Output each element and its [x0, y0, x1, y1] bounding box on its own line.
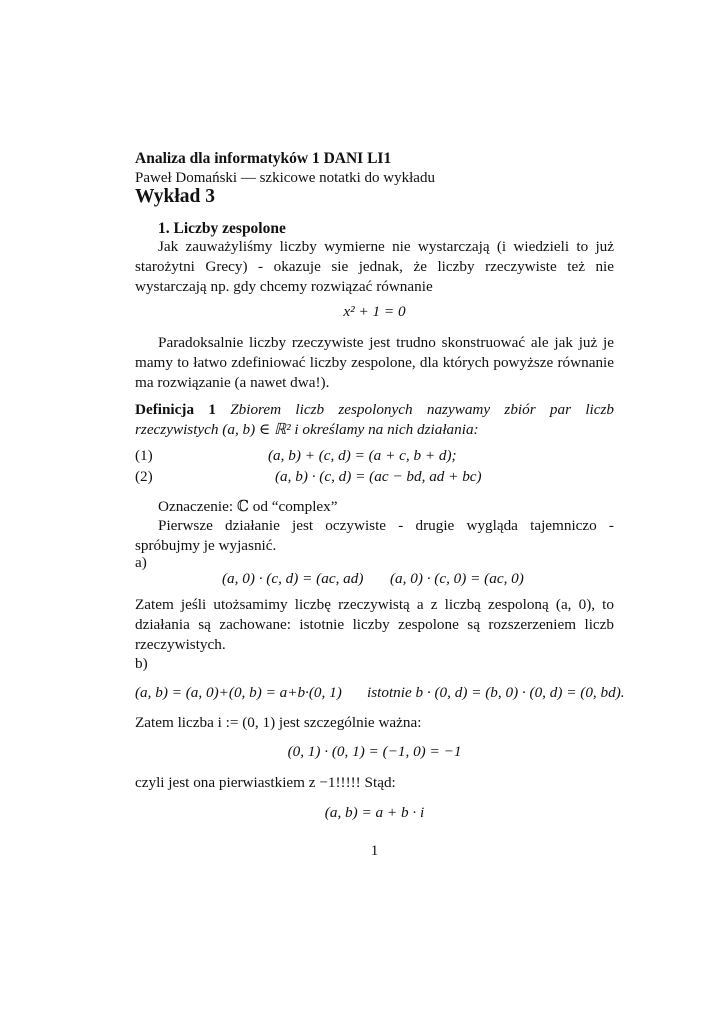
equation-i-squared: (0, 1) · (0, 1) = (−1, 0) = −1	[287, 743, 462, 760]
lecture-title: Wykład 3	[135, 186, 216, 207]
equation-addition: (a, b) + (c, d) = (a + c, b + d);	[268, 447, 457, 464]
paragraph-paradox: Paradoksalnie liczby rzeczywiste jest trudno skonstruować ale jak już je mamy to łatwo zdefiniować liczby zespolone, dla których powyższe równanie ma rozwiązanie (a nawet dwa!).	[135, 334, 614, 391]
equation-b-second: istotnie b · (0, d) = (b, 0) · (0, d) = (0, bd).	[367, 684, 625, 701]
definition-text: Zbiorem liczb zespolonych nazywamy zbiór par liczb rzeczywistych (a, b) ∈ ℝ² i określamy na nich działania:	[135, 401, 614, 438]
notation-line: Oznaczenie: ℂ od “complex”	[158, 498, 338, 515]
label-b: b)	[135, 655, 148, 672]
paragraph-explain: Pierwsze działanie jest oczywiste - drugie wygląda tajemniczo - spróbujmy je wyjasnić.	[135, 517, 614, 554]
equation-final: (a, b) = a + b · i	[324, 804, 425, 821]
equation-a-second: (a, 0) · (c, 0) = (ac, 0)	[390, 570, 524, 587]
course-title: Analiza dla informatyków 1 DANI LI1	[135, 150, 392, 167]
paragraph-i-important: Zatem liczba i := (0, 1) jest szczególnie ważna:	[135, 714, 422, 731]
label-a: a)	[135, 554, 147, 571]
paragraph-intro: Jak zauważyliśmy liczby wymierne nie wystarczają (i wiedzieli to już starożytni Grecy) - okazuje sie jednak, że liczby rzeczywiste też nie wystarczają np. gdy chcemy rozwiązać równanie	[135, 238, 614, 295]
author-line: Paweł Domański — szkicowe notatki do wykładu	[135, 170, 435, 186]
equation-b-first: (a, b) = (a, 0)+(0, b) = a+b·(0, 1)	[135, 684, 342, 701]
definition-title: Definicja 1	[135, 401, 216, 418]
equation-number-2: (2)	[135, 468, 153, 485]
paragraph-root: czyli jest ona pierwiastkiem z −1!!!!! Stąd:	[135, 774, 396, 791]
equation-number-1: (1)	[135, 447, 153, 464]
definition-block	[135, 400, 614, 440]
section-heading: 1. Liczby zespolone	[158, 220, 286, 237]
paragraph-identify: Zatem jeśli utożsamimy liczbę rzeczywistą a z liczbą zespoloną (a, 0), to działania są zachowane: istotnie liczby zespolone są rozszerzeniem liczb rzeczywistych.	[135, 596, 614, 653]
equation-multiplication: (a, b) · (c, d) = (ac − bd, ad + bc)	[275, 468, 482, 485]
equation-x-squared: x² + 1 = 0	[343, 303, 406, 320]
page-number: 1	[370, 842, 379, 859]
equation-a-first: (a, 0) · (c, d) = (ac, ad)	[222, 570, 364, 587]
